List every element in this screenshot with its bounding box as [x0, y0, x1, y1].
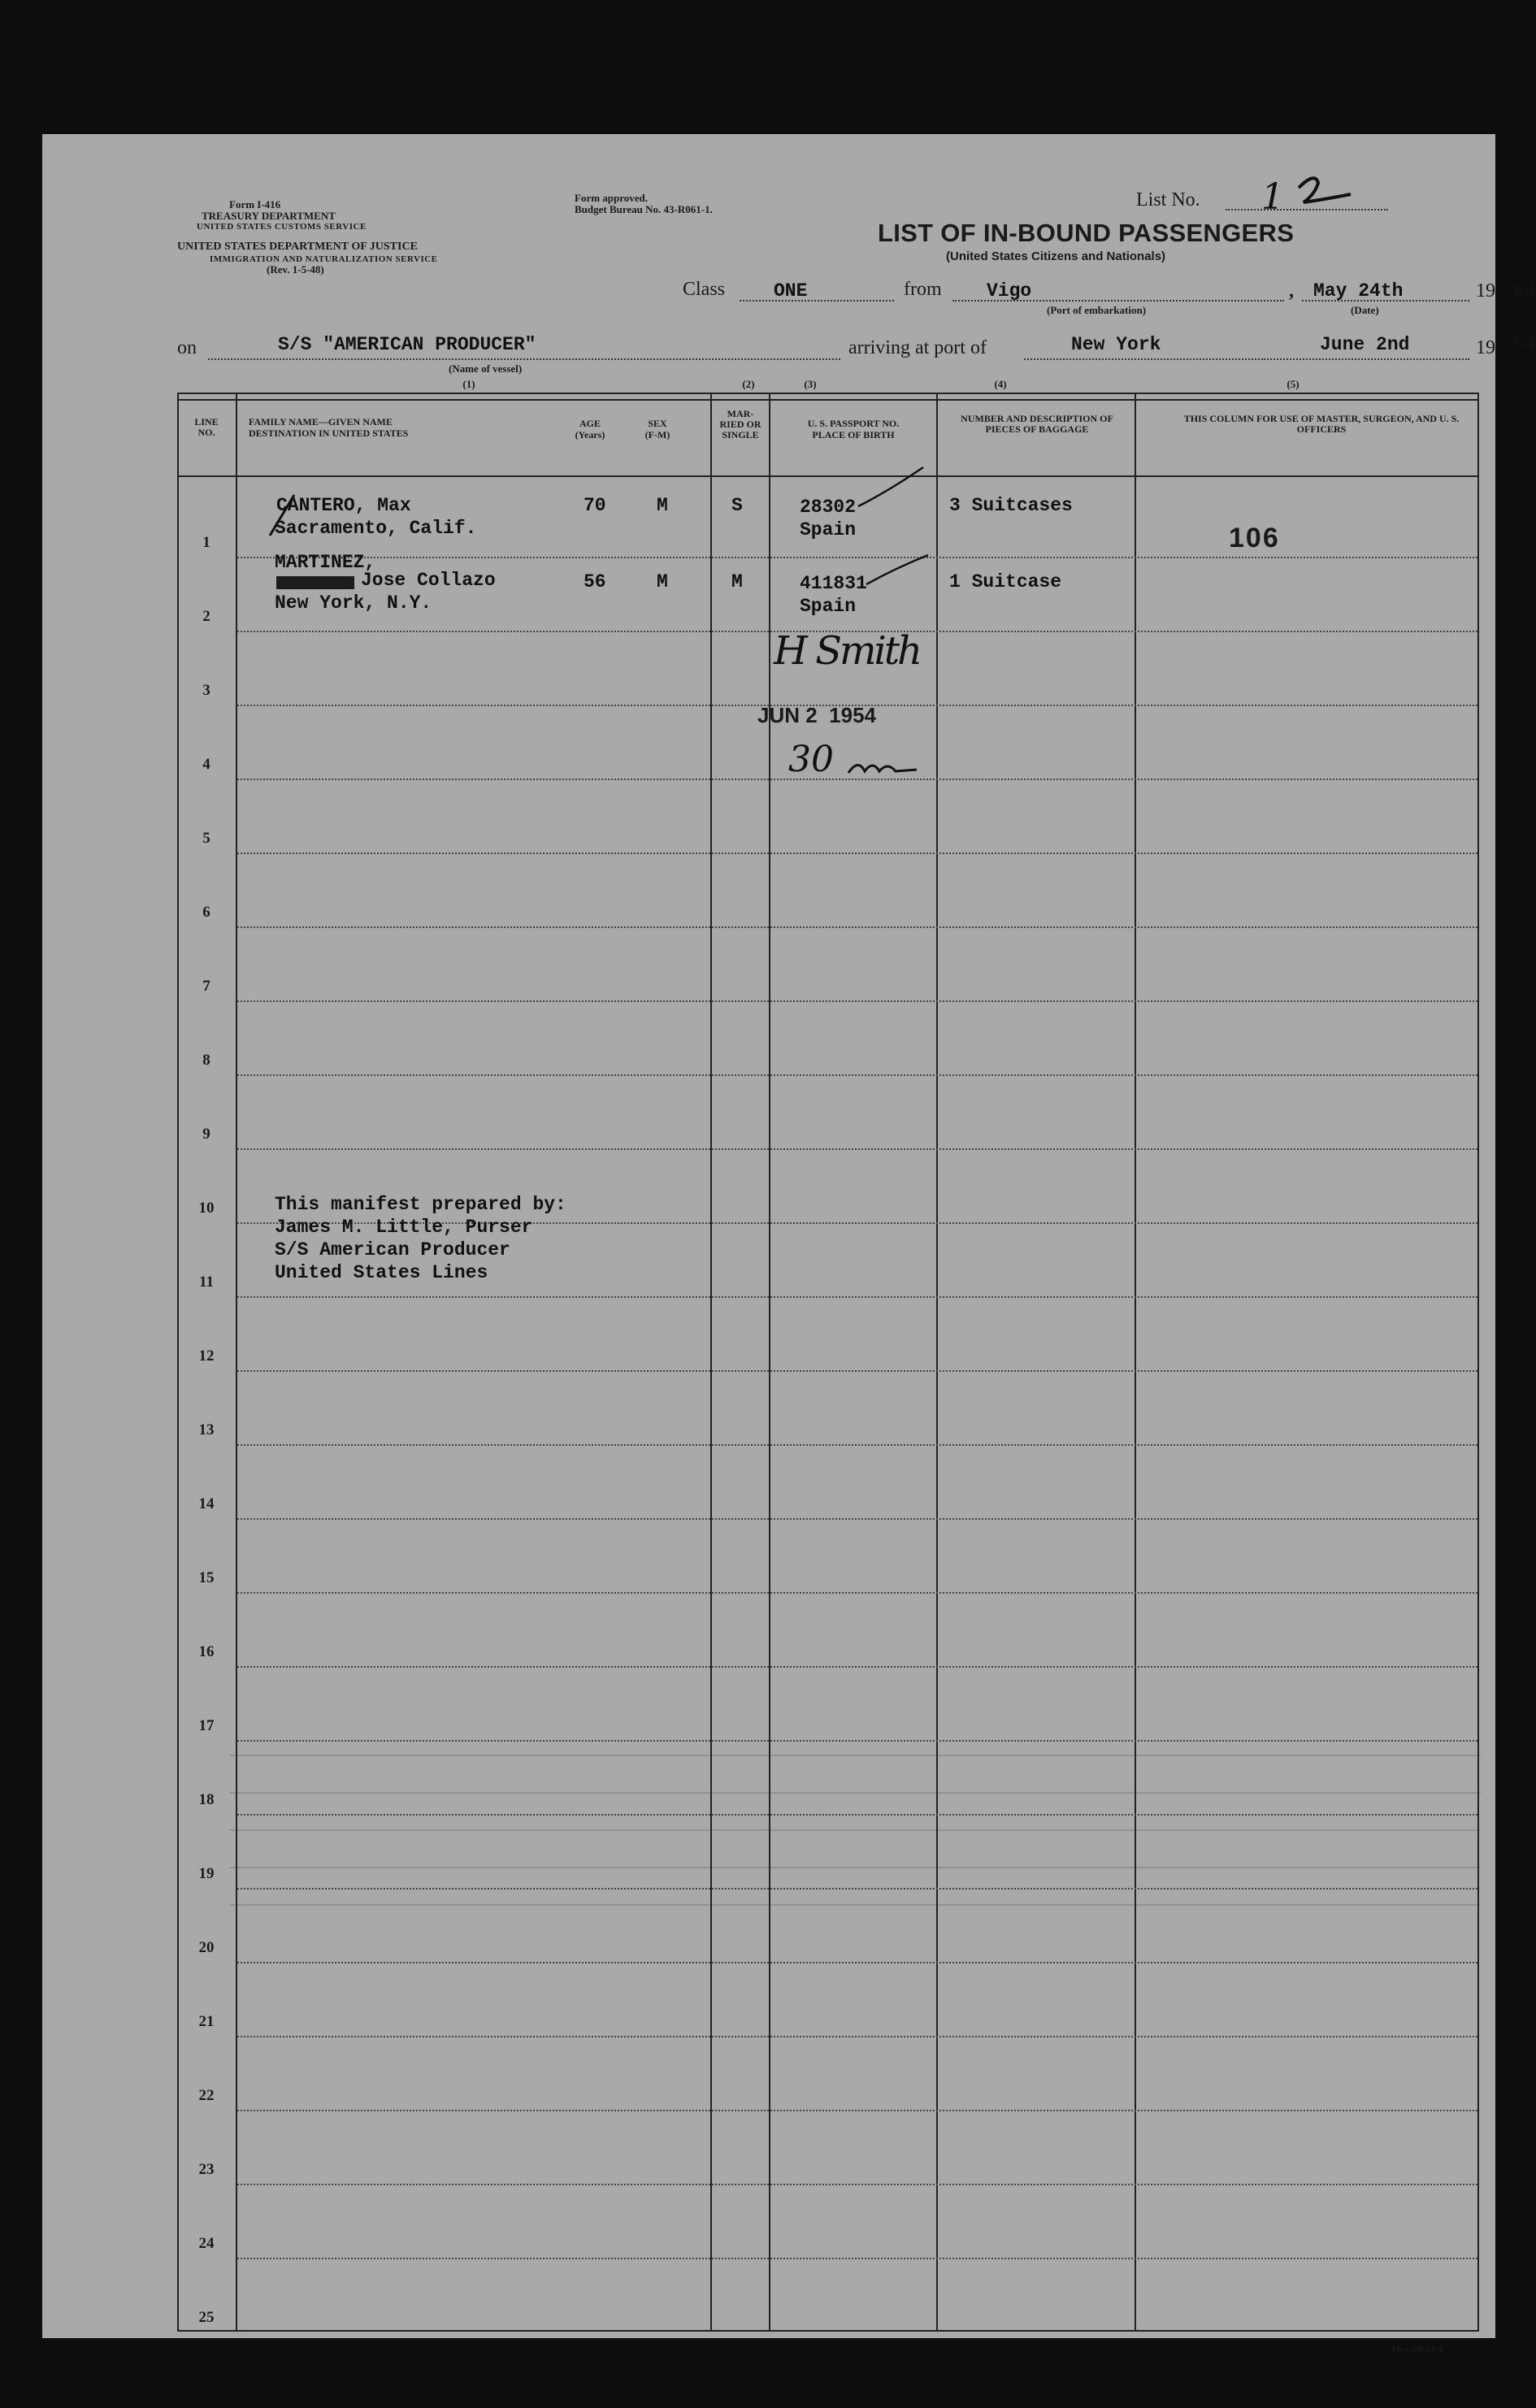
row-number: 24	[198, 2235, 215, 2252]
preparer-line: United States Lines	[275, 1262, 488, 1283]
baggage: 3 Suitcases	[949, 495, 1073, 516]
manifest-table	[177, 393, 1479, 2332]
row-number: 1	[202, 534, 210, 551]
row-rule	[237, 1592, 1477, 1594]
vessel-line	[208, 358, 840, 360]
arrival-date: June 2nd	[1320, 334, 1410, 355]
date-caption: (Date)	[1351, 304, 1379, 316]
row-number: 12	[198, 1347, 215, 1365]
arrival-port: New York	[1071, 334, 1161, 355]
document-subtitle: (United States Citizens and Nationals)	[946, 249, 1166, 263]
passport-number: 411831	[800, 573, 867, 594]
budget-bureau: Budget Bureau No. 43-R061-1.	[575, 203, 713, 215]
header-passport: U. S. PASSPORT NO.	[807, 418, 900, 429]
form-approved: Form approved.	[575, 192, 649, 204]
col-divider	[236, 393, 237, 2332]
treasury-department: TREASURY DEPARTMENT	[202, 210, 336, 222]
header-age-years: (Years)	[575, 429, 605, 440]
row-rule	[237, 2036, 1477, 2037]
customs-service: UNITED STATES CUSTOMS SERVICE	[197, 222, 367, 232]
header-bottom-rule	[177, 475, 1479, 477]
row-rule	[237, 1518, 1477, 1520]
row-number: 8	[202, 1052, 210, 1069]
row-rule	[237, 1000, 1477, 1002]
on-label: on	[177, 337, 197, 358]
date2-line	[1261, 358, 1469, 360]
baggage: 1 Suitcase	[949, 571, 1062, 592]
stamp-note: 30	[788, 739, 834, 780]
row-rule	[237, 1962, 1477, 1963]
col-divider	[1135, 393, 1136, 2332]
row-number: 15	[198, 1569, 215, 1586]
departure-year: 54	[1513, 280, 1536, 302]
header-baggage: NUMBER AND DESCRIPTION OF PIECES OF BAGGAGE	[961, 413, 1113, 435]
preparer-line: James M. Little, Purser	[275, 1217, 533, 1238]
row-number: 6	[202, 904, 210, 921]
place-of-birth: Spain	[800, 519, 857, 540]
row-number: 16	[198, 1643, 215, 1660]
row-rule	[237, 1444, 1477, 1446]
list-no-handwriting	[1294, 170, 1359, 210]
col-divider	[936, 393, 938, 2332]
row-rule	[237, 853, 1477, 854]
class-line	[740, 300, 894, 302]
row-rule	[237, 2258, 1477, 2259]
class-value: ONE	[774, 280, 808, 302]
vessel-caption: (Name of vessel)	[449, 362, 523, 375]
port-caption: (Port of embarkation)	[1047, 304, 1147, 316]
list-no-label: List No.	[1136, 189, 1200, 210]
column-number-3: (3)	[804, 378, 817, 390]
row-rule	[237, 1074, 1477, 1076]
row-number: 13	[198, 1421, 215, 1438]
comma: ,	[1289, 280, 1294, 302]
footer-code: 16—54652-1	[1391, 2343, 1443, 2354]
ins-heading: IMMIGRATION AND NATURALIZATION SERVICE	[210, 254, 438, 264]
row-number: 7	[202, 978, 210, 995]
passport-number: 28302	[800, 497, 857, 518]
year-prefix-2: 19	[1476, 337, 1495, 358]
officer-number: 106	[1229, 523, 1280, 553]
header-line-no: LINE NO.	[194, 416, 219, 438]
arriving-label: arriving at port of	[848, 337, 987, 358]
column-number-4: (4)	[994, 378, 1007, 390]
row-rule	[237, 1296, 1477, 1298]
departure-date: May 24th	[1313, 280, 1404, 302]
passenger-name: MARTINEZ,	[275, 552, 376, 573]
column-number-1: (1)	[462, 378, 475, 390]
preparer-line: This manifest prepared by:	[275, 1194, 566, 1215]
doj-heading: UNITED STATES DEPARTMENT OF JUSTICE	[177, 241, 418, 253]
port-of-embarkation: Vigo	[987, 280, 1032, 302]
passenger-age: 70	[584, 495, 606, 516]
stamp-date: JUN 2 1954	[757, 703, 876, 727]
arrival-port-line	[1024, 358, 1260, 360]
inspector-signature: H Smith	[774, 628, 921, 674]
bleed-through-texture	[229, 1730, 1481, 1925]
passenger-marital-status: M	[731, 571, 743, 592]
row-rule	[237, 1370, 1477, 1372]
revision-date: (Rev. 1-5-48)	[267, 263, 324, 276]
class-label: Class	[683, 279, 726, 300]
document-title: LIST OF IN-BOUND PASSENGERS	[878, 219, 1295, 247]
manifest-sheet	[42, 134, 1536, 2354]
preparer-line: S/S American Producer	[275, 1239, 510, 1260]
redacted-name	[276, 576, 354, 589]
row-number: 9	[202, 1126, 210, 1143]
row-number: 21	[198, 2013, 215, 2030]
row-number: 5	[202, 830, 210, 847]
column-number-2: (2)	[742, 378, 755, 390]
place-of-birth: Spain	[800, 596, 857, 617]
col-divider	[710, 393, 712, 2332]
row-rule	[237, 2184, 1477, 2185]
passenger-name: CANTERO, Max	[276, 495, 411, 516]
row-rule	[237, 2110, 1477, 2111]
passenger-sex: M	[657, 495, 668, 516]
row-rule	[237, 926, 1477, 928]
passenger-age: 56	[584, 571, 606, 592]
row-rule	[237, 557, 1477, 558]
row-number: 11	[199, 1273, 214, 1291]
list-no-value: 1	[1261, 176, 1284, 218]
check-mark	[855, 462, 928, 511]
row-number: 18	[198, 1791, 215, 1808]
stamp-squiggle	[847, 755, 920, 779]
header-top-rule	[177, 399, 1479, 401]
row-number: 2	[202, 608, 210, 625]
row-number: 22	[198, 2087, 215, 2104]
vessel-name: S/S "AMERICAN PRODUCER"	[278, 334, 536, 355]
row-number: 3	[202, 682, 210, 699]
passenger-destination: New York, N.Y.	[275, 592, 432, 614]
from-label: from	[904, 279, 942, 300]
passenger-sex: M	[657, 571, 668, 592]
passenger-destination: Sacramento, Calif.	[275, 518, 477, 539]
row-number: 14	[198, 1495, 215, 1512]
header-officers: THIS COLUMN FOR USE OF MASTER, SURGEON, AND U. S. OFFICERS	[1183, 413, 1460, 435]
column-number-5: (5)	[1287, 378, 1300, 390]
row-number: 23	[198, 2161, 215, 2178]
check-mark	[863, 549, 936, 589]
row-number: 10	[198, 1200, 215, 1217]
header-sex: SEX	[648, 418, 667, 429]
row-number: 25	[198, 2309, 215, 2326]
header-birth: PLACE OF BIRTH	[812, 429, 895, 440]
row-number: 17	[198, 1717, 215, 1734]
row-rule	[237, 1148, 1477, 1150]
header-family-name: FAMILY NAME—GIVEN NAME	[249, 416, 393, 427]
row-number: 20	[198, 1939, 215, 1956]
col-divider	[769, 393, 770, 2332]
header-destination: DESTINATION IN UNITED STATES	[249, 427, 409, 439]
arrival-year: 54	[1513, 334, 1536, 355]
header-sex-fm: (F-M)	[644, 429, 670, 440]
form-number: Form I-416	[229, 198, 281, 210]
row-number: 4	[202, 756, 210, 773]
passenger-given-name: Jose Collazo	[361, 570, 496, 591]
header-age: AGE	[579, 418, 601, 429]
year-prefix: 19	[1476, 280, 1495, 302]
row-number: 19	[198, 1865, 215, 1882]
row-rule	[237, 1666, 1477, 1668]
header-married: MAR-RIED OR SINGLE	[719, 408, 761, 440]
passenger-marital-status: S	[731, 495, 743, 516]
